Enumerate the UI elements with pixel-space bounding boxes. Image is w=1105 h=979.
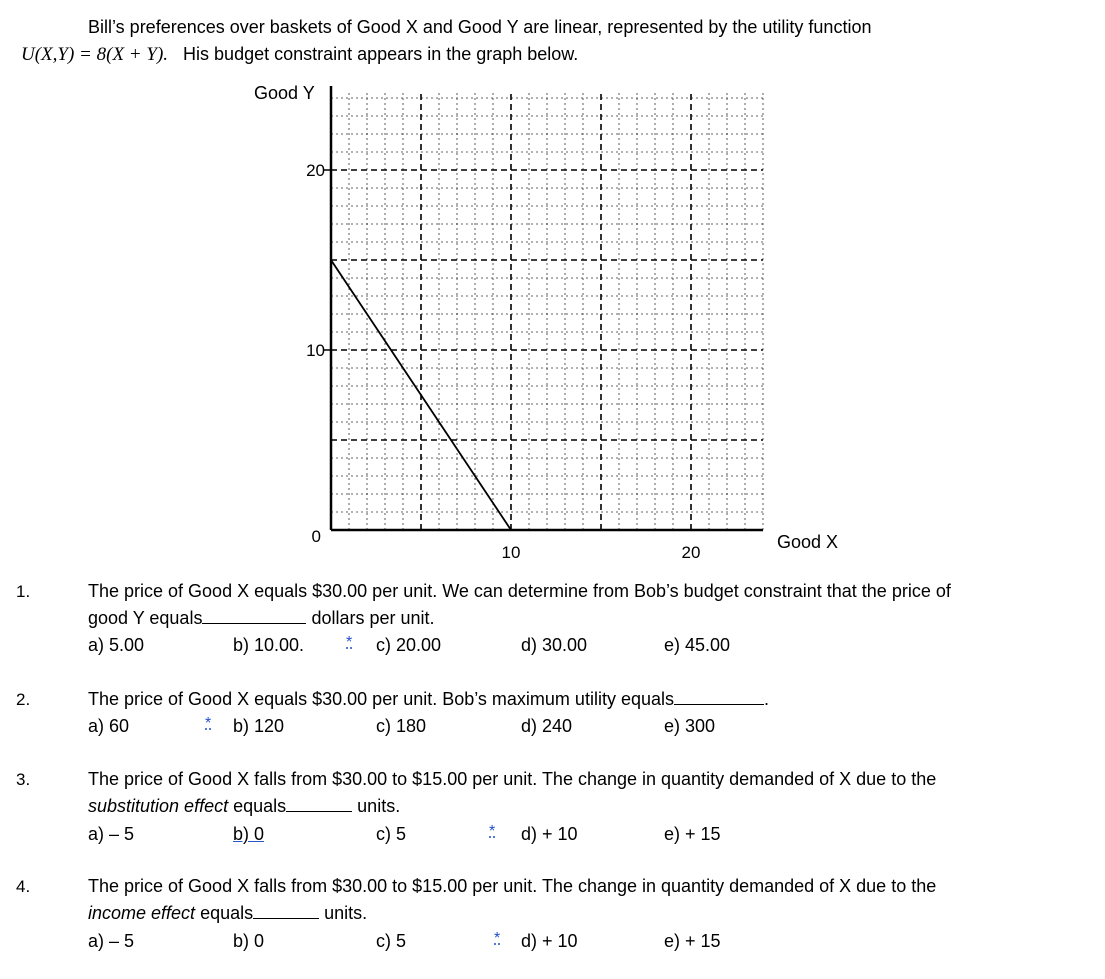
question-3-text-after-blank: units. [357,796,401,816]
question-2-text-before-blank: The price of Good X equals $30.00 per unit. Bob’s maximum utility equals [88,689,674,709]
x-axis-label: Good X [777,532,839,552]
q3-option-c[interactable]: c) 5 [376,824,407,844]
q2-option-d[interactable]: d) 240 [521,716,573,736]
q4-option-b[interactable]: b) 0 [233,931,265,951]
q2-option-b[interactable]: b) 120 [233,716,285,736]
question-1-text-line2 [88,608,435,629]
question-3-italic-term: substitution effect [88,796,229,816]
question-3-answer-blank [286,796,352,812]
question-1-number: 1. [16,582,31,601]
q3-option-d[interactable]: d) + 10 [521,824,578,844]
question-4-text-after-blank: units. [324,903,368,923]
q1-option-b[interactable]: b) 10.00. [233,635,305,655]
question-3-text-before-blank: equals [233,796,287,816]
q3-option-a[interactable]: a) – 5 [88,824,135,844]
minor-grid [331,90,763,530]
q1-option-d[interactable]: d) 30.00 [521,635,588,655]
q2-option-e[interactable]: e) 300 [664,716,716,736]
x-tick-label-10: 10 [501,543,521,562]
q4-option-d[interactable]: d) + 10 [521,931,578,951]
q4-option-a[interactable]: a) – 5 [88,931,135,951]
question-1-text-after-blank: dollars per unit. [311,608,435,628]
question-1-text-before-blank: good Y equals [88,608,203,628]
question-4-italic-term: income effect [88,903,196,923]
tick-labels [306,161,700,562]
question-3-number: 3. [16,770,31,789]
question-4-text-line2 [88,903,367,924]
q3-correct-marker: * [489,823,496,840]
question-3-text-line2 [88,796,400,817]
utility-formula: U(X,Y) = 8(X + Y). [21,44,169,65]
x-tick-label-20: 20 [681,543,701,562]
q1-option-a[interactable]: a) 5.00 [88,635,145,655]
q2-correct-marker: * [205,715,212,732]
q1-option-e[interactable]: e) 45.00 [664,635,731,655]
question-3-text-line1: The price of Good X falls from $30.00 to $15.00 per unit. The change in quantity demanded of X due to the [88,769,937,789]
q4-option-c[interactable]: c) 5 [376,931,407,951]
y-tick-label-20: 20 [306,161,325,180]
intro-line-2-text: His budget constraint appears in the graph below. [183,44,579,64]
y-tick-label-10: 10 [306,341,325,360]
q3-option-e[interactable]: e) + 15 [664,824,721,844]
q1-option-c[interactable]: c) 20.00 [376,635,442,655]
intro-line-1: Bill’s preferences over baskets of Good X and Good Y are linear, represented by the utility function [88,17,872,37]
question-4-text-line1: The price of Good X falls from $30.00 to $15.00 per unit. The change in quantity demanded of X due to the [88,876,937,896]
question-2-answer-blank [674,689,764,705]
y-tick-label-0: 0 [311,527,321,546]
q3-option-b[interactable]: b) 0 [233,824,265,844]
question-4-answer-blank [253,903,319,919]
y-axis-label: Good Y [254,83,315,103]
axes [324,86,763,530]
q2-option-c[interactable]: c) 180 [376,716,427,736]
question-2-number: 2. [16,690,31,709]
question-2-text-line1 [88,689,769,710]
question-4-text-before-blank: equals [200,903,254,923]
question-1-answer-blank [202,608,306,624]
question-4-number: 4. [16,877,31,896]
question-1-text-line1: The price of Good X equals $30.00 per unit. We can determine from Bob’s budget constraint that the price of [88,581,951,601]
q4-correct-marker: * [494,930,501,947]
q2-option-a[interactable]: a) 60 [88,716,130,736]
q1-correct-marker: * [346,634,353,651]
question-2-text-after-blank: . [763,689,769,709]
q4-option-e[interactable]: e) + 15 [664,931,721,951]
